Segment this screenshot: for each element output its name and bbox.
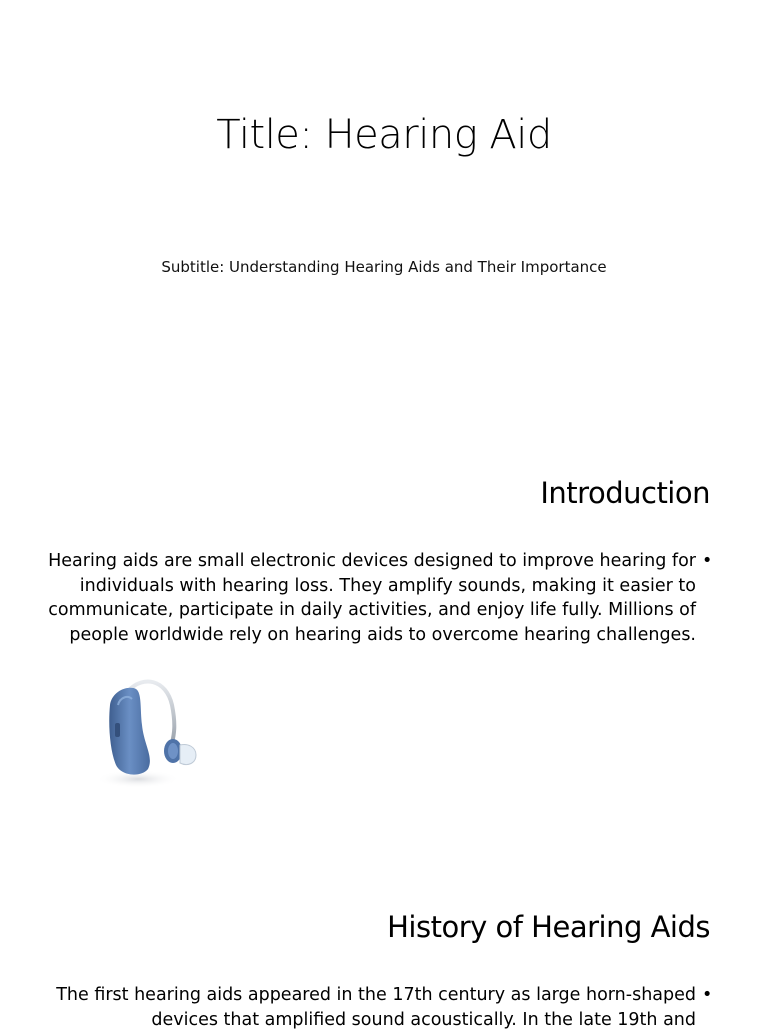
history-slide	[0, 870, 768, 1030]
bullet-icon: •	[702, 985, 713, 1005]
section-heading: Introduction	[540, 476, 710, 510]
bullet-item	[40, 983, 728, 1032]
bullet-text: Hearing aids are small electronic devices designed to improve hearing for individuals with hearing loss. They amplify sounds, making it easier to communicate, participate in daily activities, and enjoy life fully. Millions of people worldwide rely on hearing aids to overcome hearing challenges.	[48, 551, 696, 645]
section-heading: History of Hearing Aids	[387, 910, 710, 944]
slide-title: Title: Hearing Aid	[216, 112, 552, 158]
title-slide	[0, 0, 768, 440]
slide-subtitle: Subtitle: Understanding Hearing Aids and Their Importance	[161, 258, 607, 276]
bullet-item	[40, 549, 728, 647]
introduction-slide	[0, 440, 768, 870]
hearing-aid-device-image	[88, 665, 228, 797]
bullet-icon: •	[702, 551, 713, 571]
bullet-text: The first hearing aids appeared in the 17th century as large horn-shaped devices that amplified sound acoustically. In the late 19th and	[56, 985, 696, 1030]
